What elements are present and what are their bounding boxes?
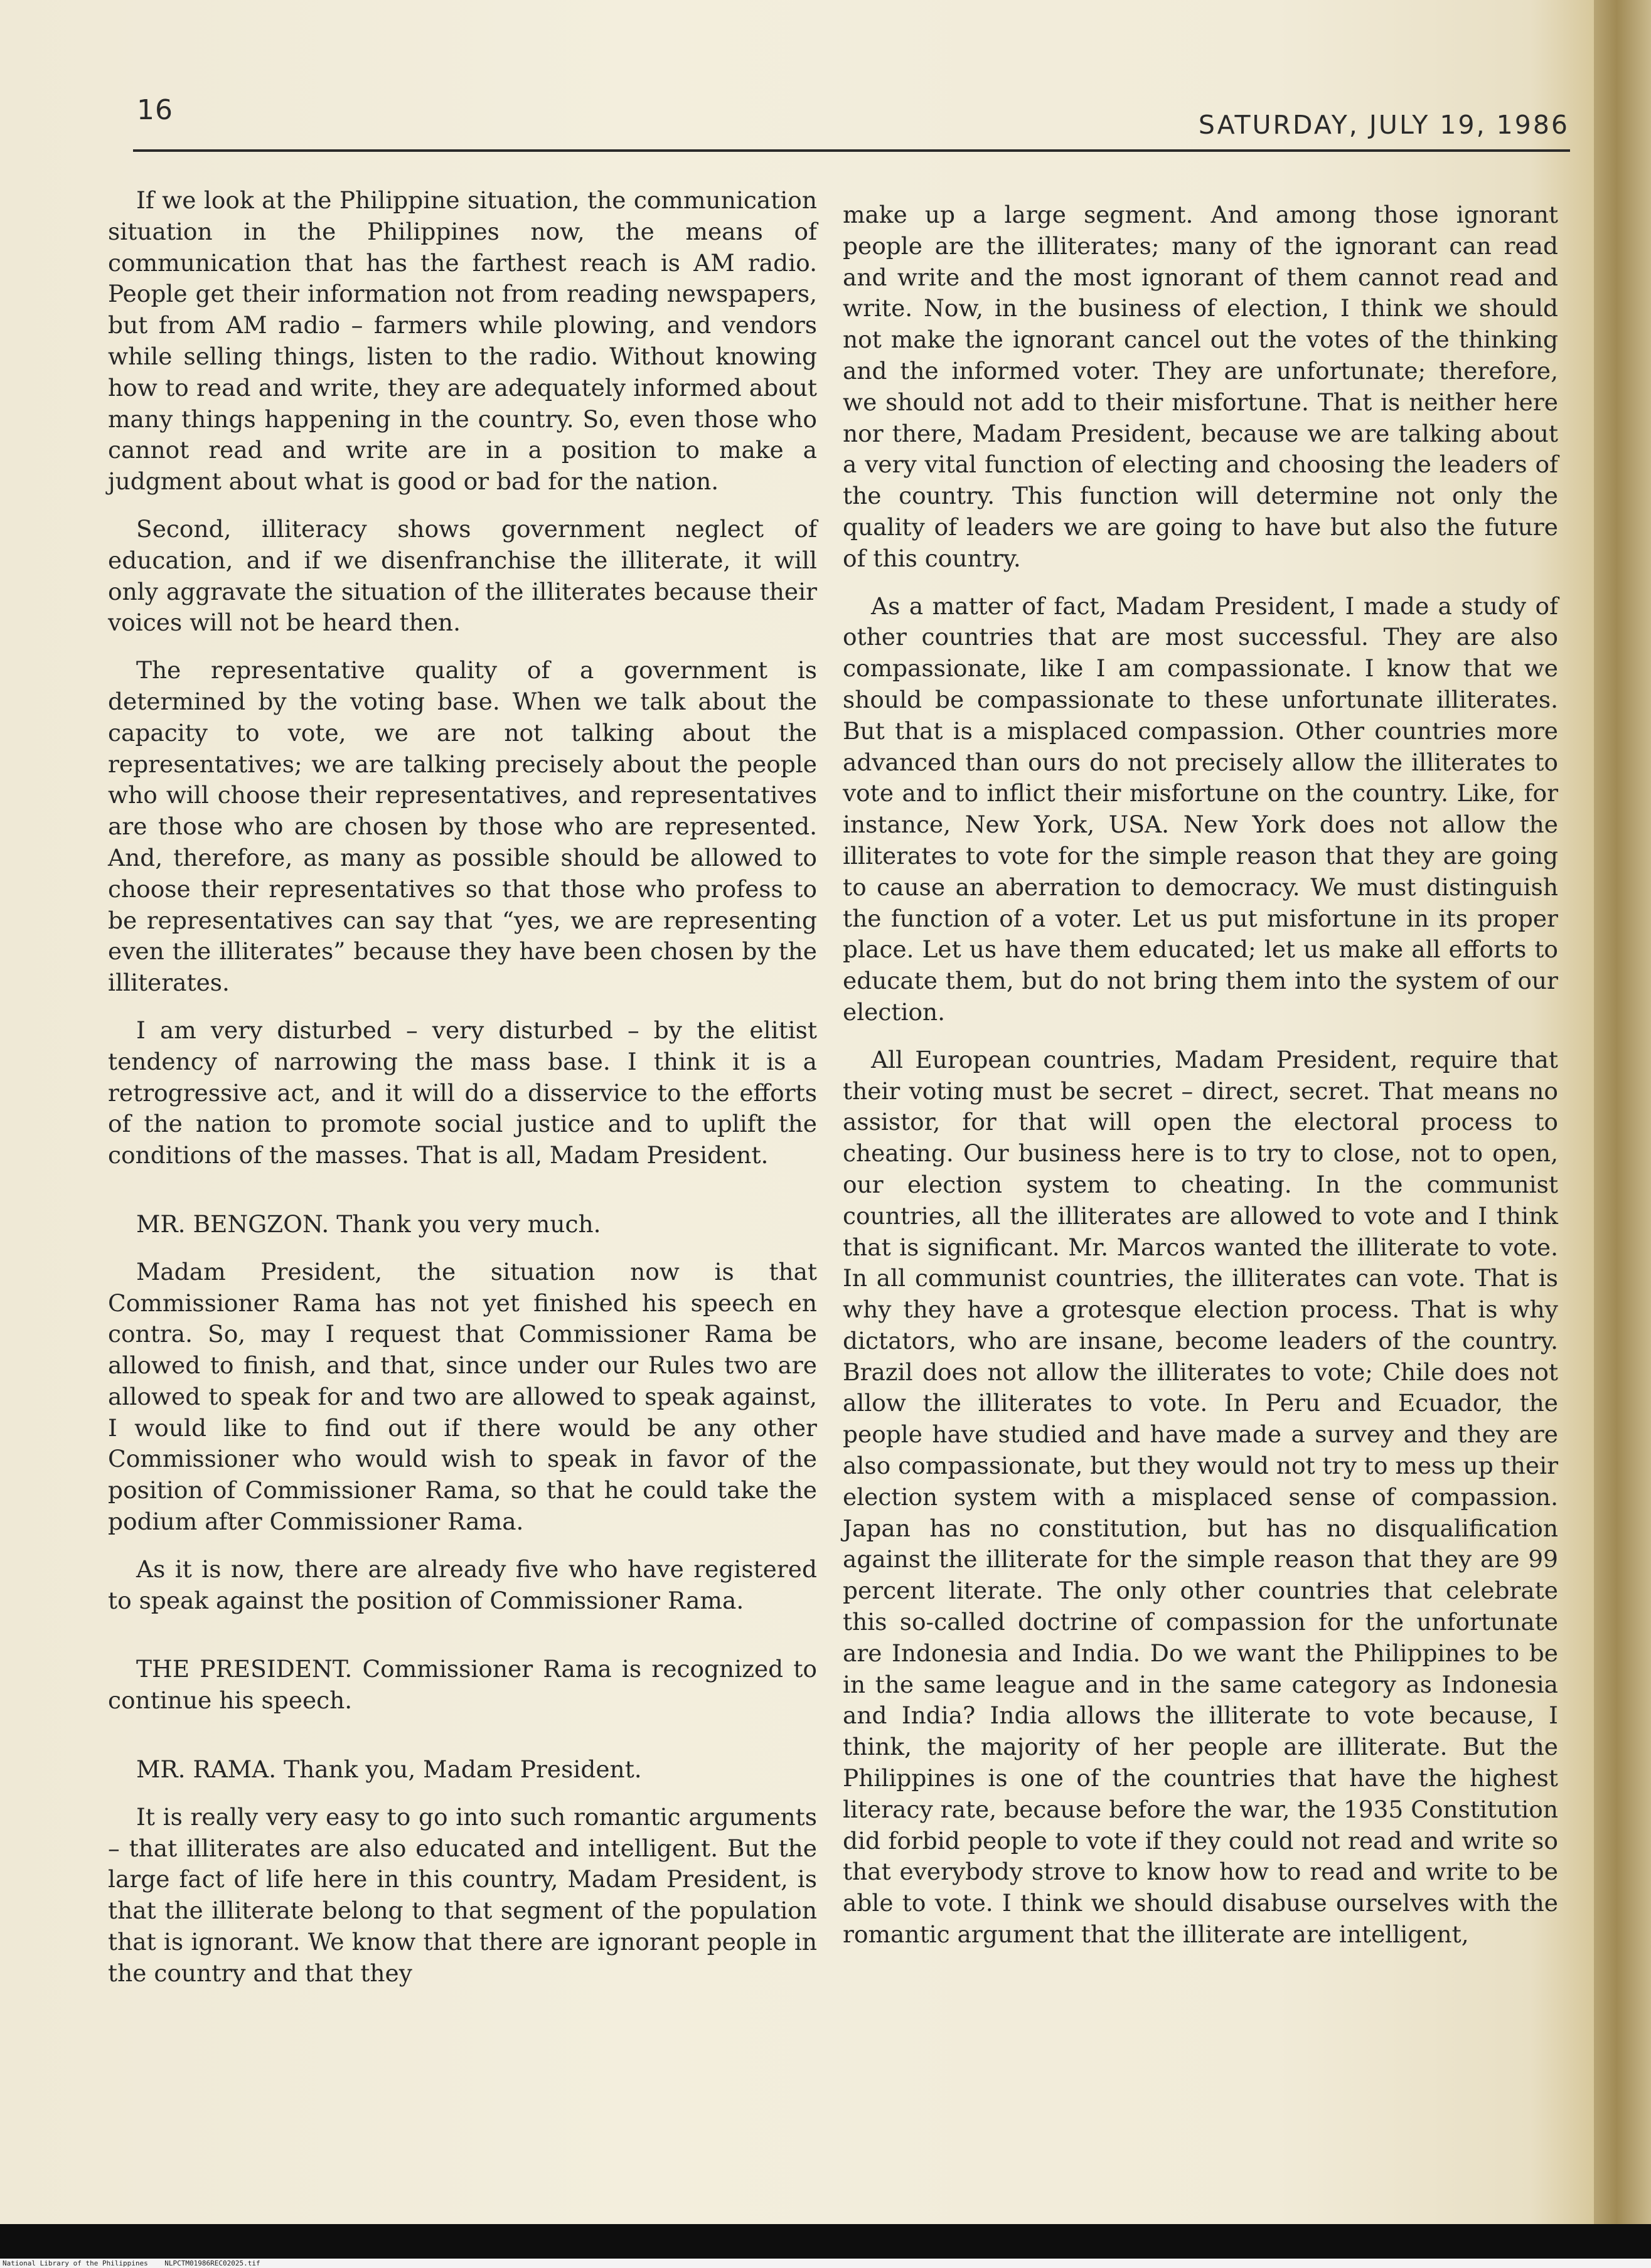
- paragraph: make up a large segment. And among those ignorant people are the illiterates; many of the ignorant can read and write and the most ignorant of them cannot read and write. Now, in the business of election, I think we should not make the ignorant cancel out the votes of the thinking and the informed voter. They are unfortunate; therefore, we should not add to their misfortune. That is neither here nor there, Madam President, because we are talking about a very vital function of electing and choosing the leaders of the country. This function will determine not only the quality of leaders we are going to have but also the future of this country.: [843, 201, 1558, 572]
- speaker-paragraph: MR. RAMA. Thank you, Madam President.: [136, 1755, 642, 1784]
- column-right: [843, 200, 1558, 1967]
- page-date: SATURDAY, JULY 19, 1986: [1198, 110, 1569, 140]
- paragraph: I am very disturbed – very disturbed – by the elitist tendency of narrowing the mass base. I think it is a retrogressive act, and it will do a disservice to the efforts of the nation to promote social justice and to uplift the conditions of the masses. That is all, Madam President.: [108, 1016, 817, 1169]
- paragraph: All European countries, Madam President, require that their voting must be secret – direct, secret. That means no assistor, for that will open the electoral process to cheating. Our business here is to try to close, not to open, our election system to cheating. In the communist countries, all the illiterates are allowed to vote and I think that is significant. Mr. Marcos wanted the illiterate to vote. In all communist countries, the illiterates can vote. That is why they have a grotesque election process. That is why dictators, who are insane, become leaders of the country. Brazil does not allow the illiterates to vote; Chile does not allow the illiterates to vote. In Peru and Ecuador, the people have studied and have made a survey and they are also compassionate, but they would not try to mess up their election system with a misplaced sense of compassion. Japan has no constitution, but has no disqualification against the illiterate for the simple reason that they are 99 percent literate. The only other countries that celebrate this so-called doctrine of compassion for the unfortunate are Indonesia and India. Do we want the Philippines to be in the same league and in the same category as Indonesia and India? India allows the illiterate to vote because, I think, the majority of her people are illiterate. But the Philippines is one of the countries that have the highest literacy rate, because before the war, the 1935 Constitution did forbid people to vote if they could not read and write so that everybody strove to know how to read and write to be able to vote. I think we should disabuse ourselves with the romantic argument that the illiterate are intelligent,: [843, 1045, 1558, 1949]
- speaker-paragraph: THE PRESIDENT. Commissioner Rama is recognized to continue his speech.: [108, 1655, 817, 1715]
- header-rule: [133, 149, 1570, 152]
- paragraph: The representative quality of a government is determined by the voting base. When we talk about the capacity to vote, we are not talking about the representatives; we are talking precisely about the people who will choose their representatives, and representatives are those who are chosen by those who are represented. And, therefore, as many as possible should be allowed to choose their representatives so that those who profess to be representatives can say that “yes, we are representing even the illiterates” because they have been chosen by the illiterates.: [108, 656, 817, 997]
- paragraph: Second, illiteracy shows government neglect of education, and if we disenfranchise the illiterate, it will only aggravate the situation of the illiterates because their voices will not be heard then.: [108, 514, 817, 637]
- paragraph: Madam President, the situation now is that Commissioner Rama has not yet finished his speech en contra. So, may I request that Commissioner Rama be allowed to finish, and that, since under our Rules two are allowed to speak for and two are allowed to speak against, I would like to find out if there would be any other Commissioner who would wish to speak in favor of the position of Commissioner Rama, so that he could take the podium after Commissioner Rama.: [108, 1257, 817, 1536]
- page-number: 16: [137, 94, 173, 126]
- speaker-paragraph: MR. BENGZON. Thank you very much.: [136, 1210, 601, 1238]
- paragraph: As a matter of fact, Madam President, I made a study of other countries that are most successful. They are also compassionate, like I am compassionate. I know that we should be compassionate to these unfortunate illiterates. But that is a misplaced compassion. Other countries more advanced than ours do not precisely allow the illiterates to vote and to inflict their misfortune on the country. Like, for instance, New York, USA. New York does not allow the illiterates to vote for the simple reason that they are going to cause an aberration to democracy. We must distinguish the function of a voter. Let us put misfortune in its proper place. Let us have them educated; let us make all efforts to educate them, but do not bring them into the system of our election.: [843, 592, 1558, 1026]
- paragraph: As it is now, there are already five who have registered to speak against the position of Commissioner Rama.: [108, 1555, 817, 1614]
- scan-credit-line: National Library of the Philippines NLPCTM01986REC02025.tif: [0, 2259, 1651, 2268]
- page-edge-shadow: [1594, 0, 1651, 2224]
- paragraph: It is really very easy to go into such romantic arguments – that illiterates are also educated and intelligent. But the large fact of life here in this country, Madam President, is that the illiterate belong to that segment of the population that is ignorant. We know that there are ignorant people in the country and that they: [108, 1802, 817, 1987]
- paragraph: If we look at the Philippine situation, the communication situation in the Philippines now, the means of communication that has the farthest reach is AM radio. People get their information not from reading newspapers, but from AM radio – farmers while plowing, and vendors while selling things, listen to the radio. Without knowing how to read and write, they are adequately informed about many things happening in the country. So, even those who cannot read and write are in a position to make a judgment about what is good or bad for the nation.: [108, 186, 817, 496]
- column-left: [108, 185, 817, 2006]
